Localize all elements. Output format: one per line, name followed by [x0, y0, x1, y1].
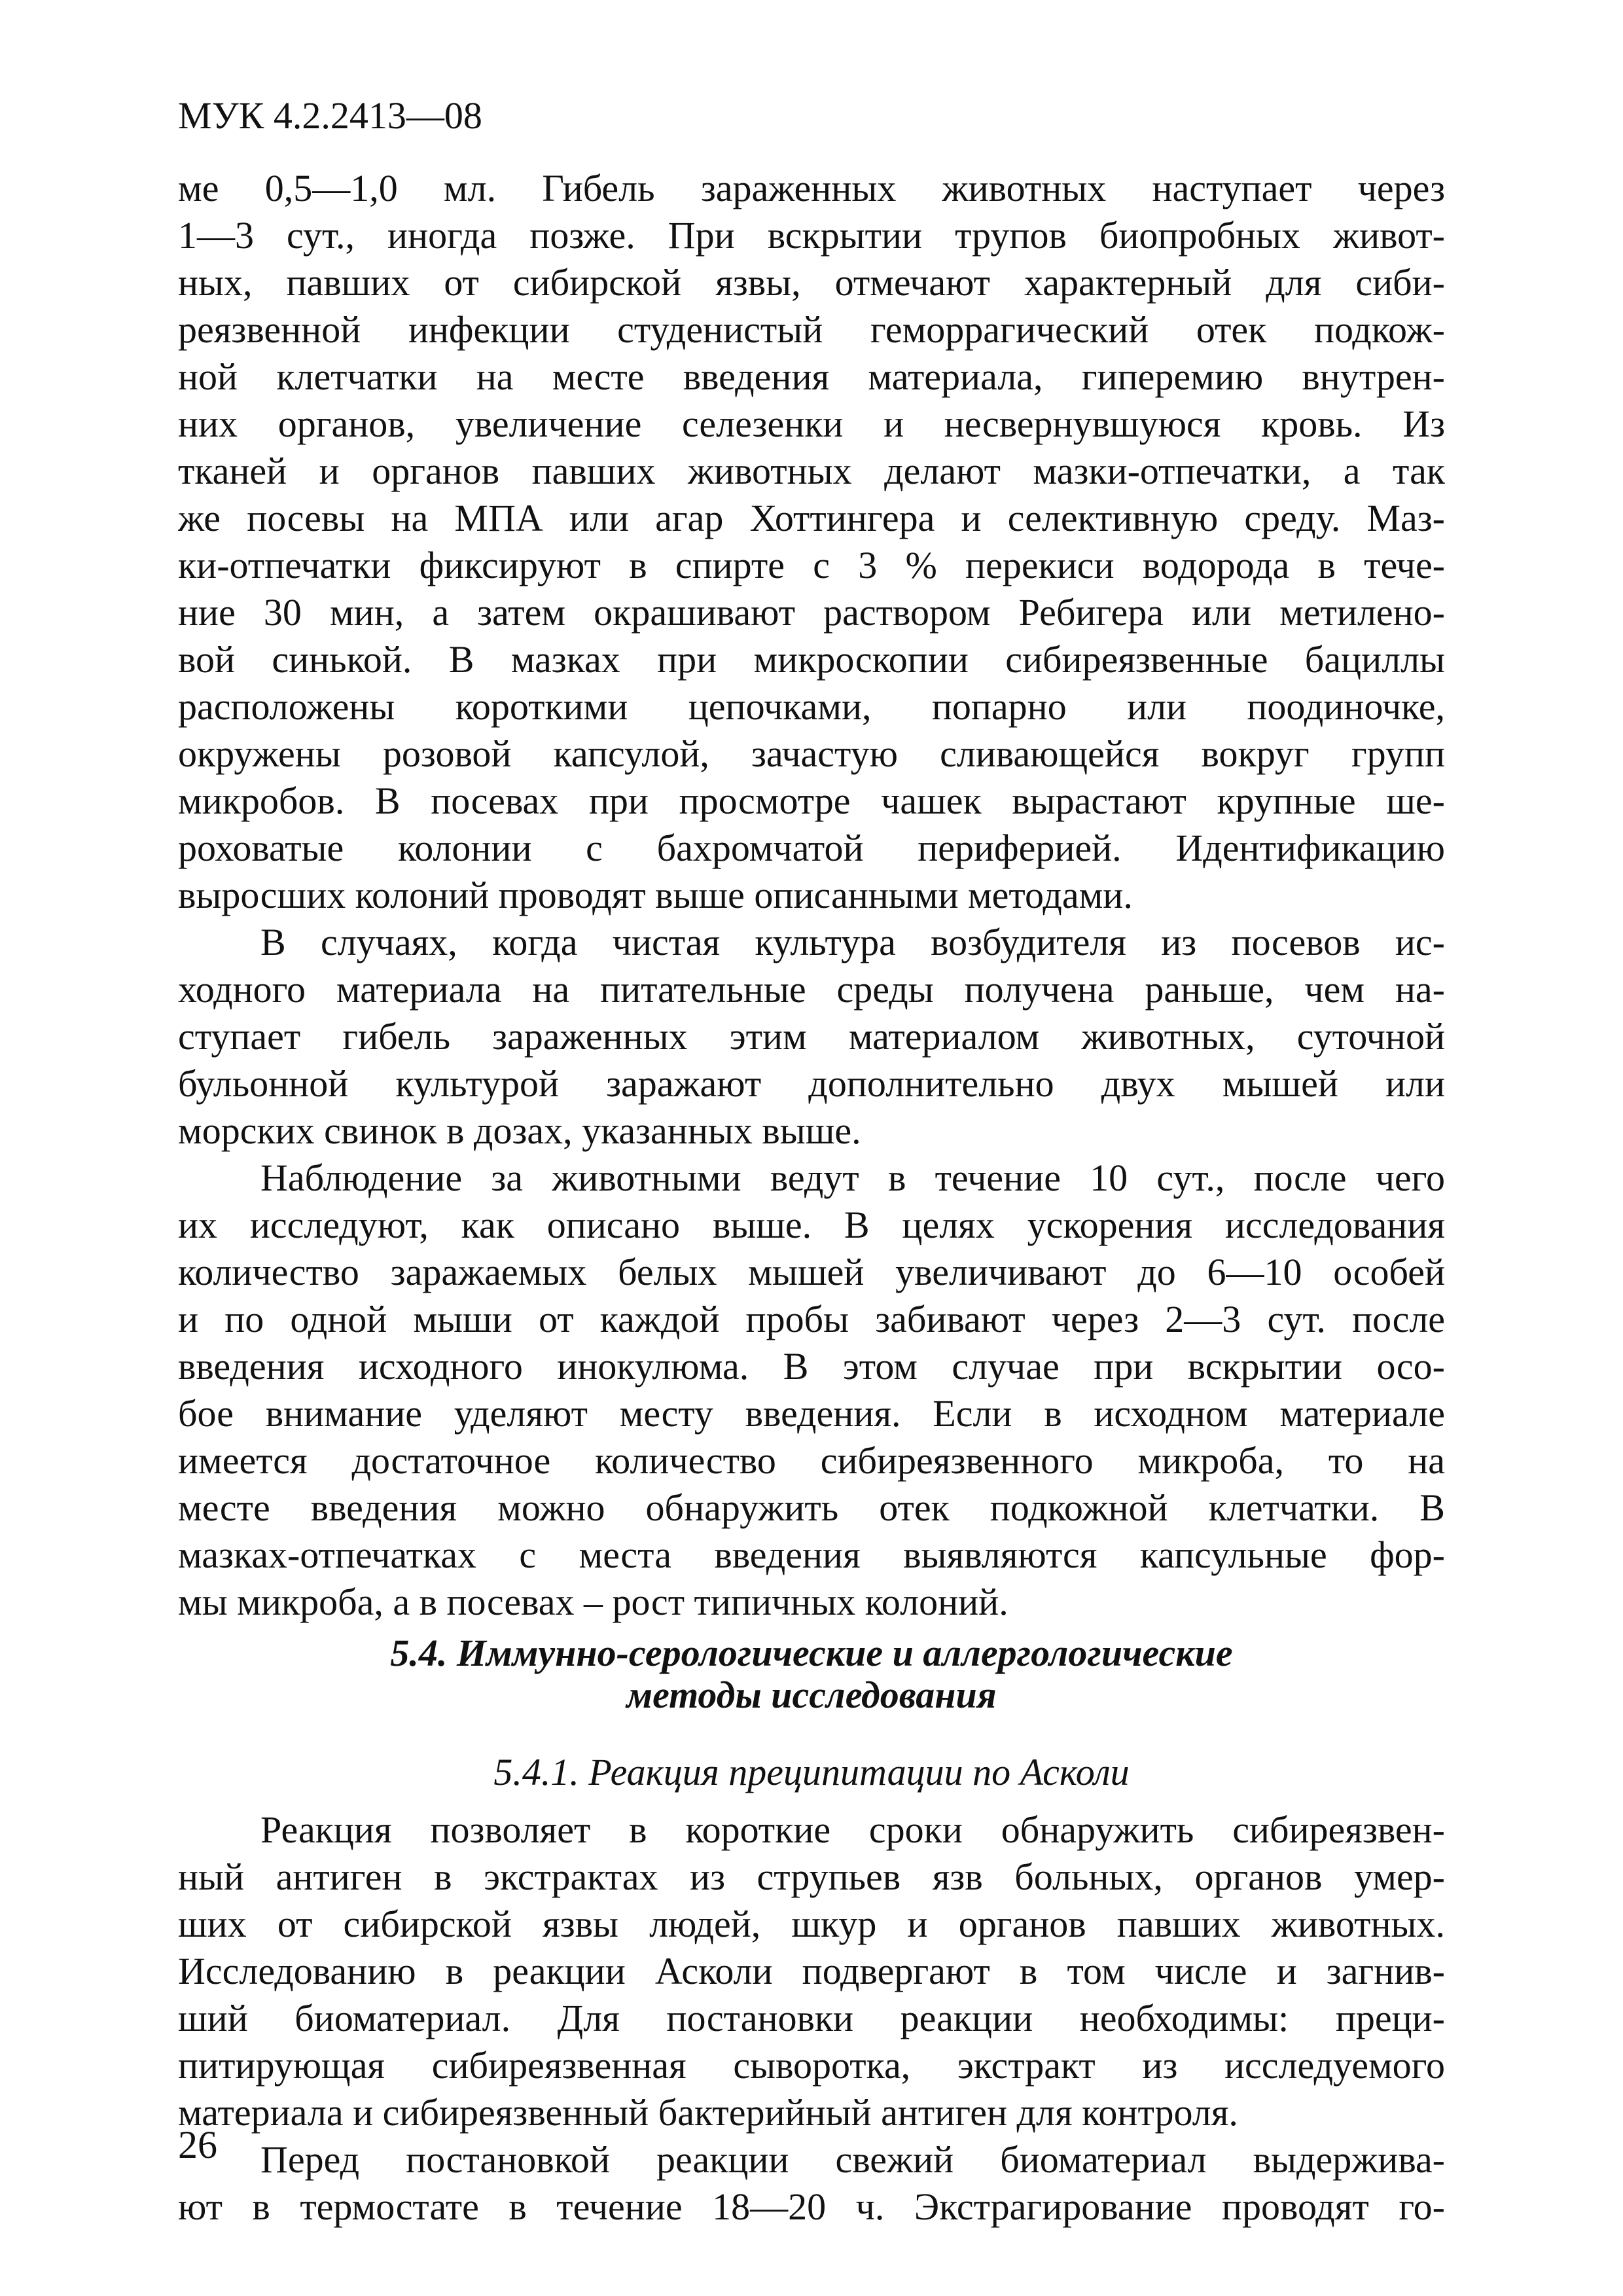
text-line: Перед постановкой реакции свежий биоматериал выдержива- — [260, 2138, 1445, 2181]
text-line: Реакция позволяет в короткие сроки обнаружить сибиреязвен- — [260, 1808, 1445, 1851]
text-line: В случаях, когда чистая культура возбудителя из посевов ис- — [260, 921, 1445, 963]
text-line: них органов, увеличение селезенки и несвернувшуюся кровь. Из — [178, 403, 1445, 445]
text-line: тканей и органов павших животных делают мазки-отпечатки, а так — [178, 450, 1445, 492]
subsection-heading — [178, 1751, 1445, 1793]
text-line: мы микроба, а в посевах – рост типичных колоний. — [178, 1581, 1008, 1623]
text-line: ных, павших от сибирской язвы, отмечают характерный для сиби- — [178, 261, 1445, 304]
text-line: ходного материала на питательные среды получена раньше, чем на- — [178, 968, 1445, 1011]
text-line: ме 0,5—1,0 мл. Гибель зараженных животных наступает через — [178, 167, 1445, 209]
text-line: ный антиген в экстрактах из струпьев язв больных, органов умер- — [178, 1856, 1445, 1898]
text-line: имеется достаточное количество сибиреязвенного микроба, то на — [178, 1439, 1445, 1482]
paragraph-2 — [178, 919, 1445, 1155]
text-line: мазках-отпечатках с места введения выявляются капсульные фор- — [178, 1534, 1445, 1576]
text-line: ступает гибель зараженных этим материалом животных, суточной — [178, 1015, 1445, 1058]
paragraph-5 — [178, 2136, 1445, 2231]
text-line: Исследованию в реакции Асколи подвергают в том числе и загнив- — [178, 1950, 1445, 1992]
text-line: ют в термостате в течение 18—20 ч. Экстрагирование проводят го- — [178, 2185, 1445, 2228]
paragraph-3 — [178, 1155, 1445, 1626]
text-line: микробов. В посевах при просмотре чашек вырастают крупные ше- — [178, 780, 1445, 822]
document-code-header: МУК 4.2.2413—08 — [178, 94, 482, 137]
text-line: морских свинок в дозах, указанных выше. — [178, 1109, 861, 1152]
page-number: 26 — [178, 2123, 217, 2166]
text-line: окружены розовой капсулой, зачастую сливающейся вокруг групп — [178, 732, 1445, 775]
subsection-heading-line: 5.4.1. Реакция преципитации по Асколи — [493, 1751, 1130, 1793]
text-line: ние 30 мин, а затем окрашивают раствором Ребигера или метилено- — [178, 591, 1445, 634]
text-line: 1—3 сут., иногда позже. При вскрытии трупов биопробных живот- — [178, 214, 1445, 257]
text-line: вой синькой. В мазках при микроскопии сибиреязвенные бациллы — [178, 638, 1445, 681]
text-line: введения исходного инокулюма. В этом случае при вскрытии осо- — [178, 1345, 1445, 1388]
text-line: ший биоматериал. Для постановки реакции необходимы: преци- — [178, 1997, 1445, 2039]
section-heading — [178, 1632, 1445, 1716]
text-line: материала и сибиреязвенный бактерийный антиген для контроля. — [178, 2091, 1238, 2134]
text-line: реязвенной инфекции студенистый геморрагический отек подкож- — [178, 308, 1445, 351]
text-line: расположены короткими цепочками, попарно или поодиночке, — [178, 685, 1445, 728]
text-line: количество заражаемых белых мышей увеличивают до 6—10 особей — [178, 1251, 1445, 1293]
text-line: бульонной культурой заражают дополнительно двух мышей или — [178, 1062, 1445, 1105]
text-line: месте введения можно обнаружить отек подкожной клетчатки. В — [178, 1486, 1445, 1529]
text-line: питирующая сибиреязвенная сыворотка, экстракт из исследуемого — [178, 2044, 1445, 2087]
text-line: же посевы на МПА или агар Хоттингера и селективную среду. Маз- — [178, 497, 1445, 539]
text-line: ной клетчатки на месте введения материала, гиперемию внутрен- — [178, 355, 1445, 398]
text-line: и по одной мыши от каждой пробы забивают через 2—3 сут. после — [178, 1298, 1445, 1340]
paragraph-1 — [178, 165, 1445, 919]
text-line: их исследуют, как описано выше. В целях ускорения исследования — [178, 1204, 1445, 1246]
text-line: ки-отпечатки фиксируют в спирте с 3 % перекиси водорода в тече- — [178, 544, 1445, 586]
text-line: Наблюдение за животными ведут в течение 10 сут., после чего — [260, 1157, 1445, 1199]
paragraph-4 — [178, 1806, 1445, 2136]
text-line: ших от сибирской язвы людей, шкур и органов павших животных. — [178, 1903, 1445, 1945]
text-line: бое внимание уделяют месту введения. Если в исходном материале — [178, 1392, 1445, 1435]
section-heading-line-2: методы исследования — [626, 1674, 997, 1716]
text-line: выросших колоний проводят выше описанными методами. — [178, 874, 1133, 916]
section-heading-line-1: 5.4. Иммунно-серологические и аллергологические — [390, 1632, 1233, 1674]
text-line: роховатые колонии с бахромчатой периферией. Идентификацию — [178, 827, 1445, 869]
